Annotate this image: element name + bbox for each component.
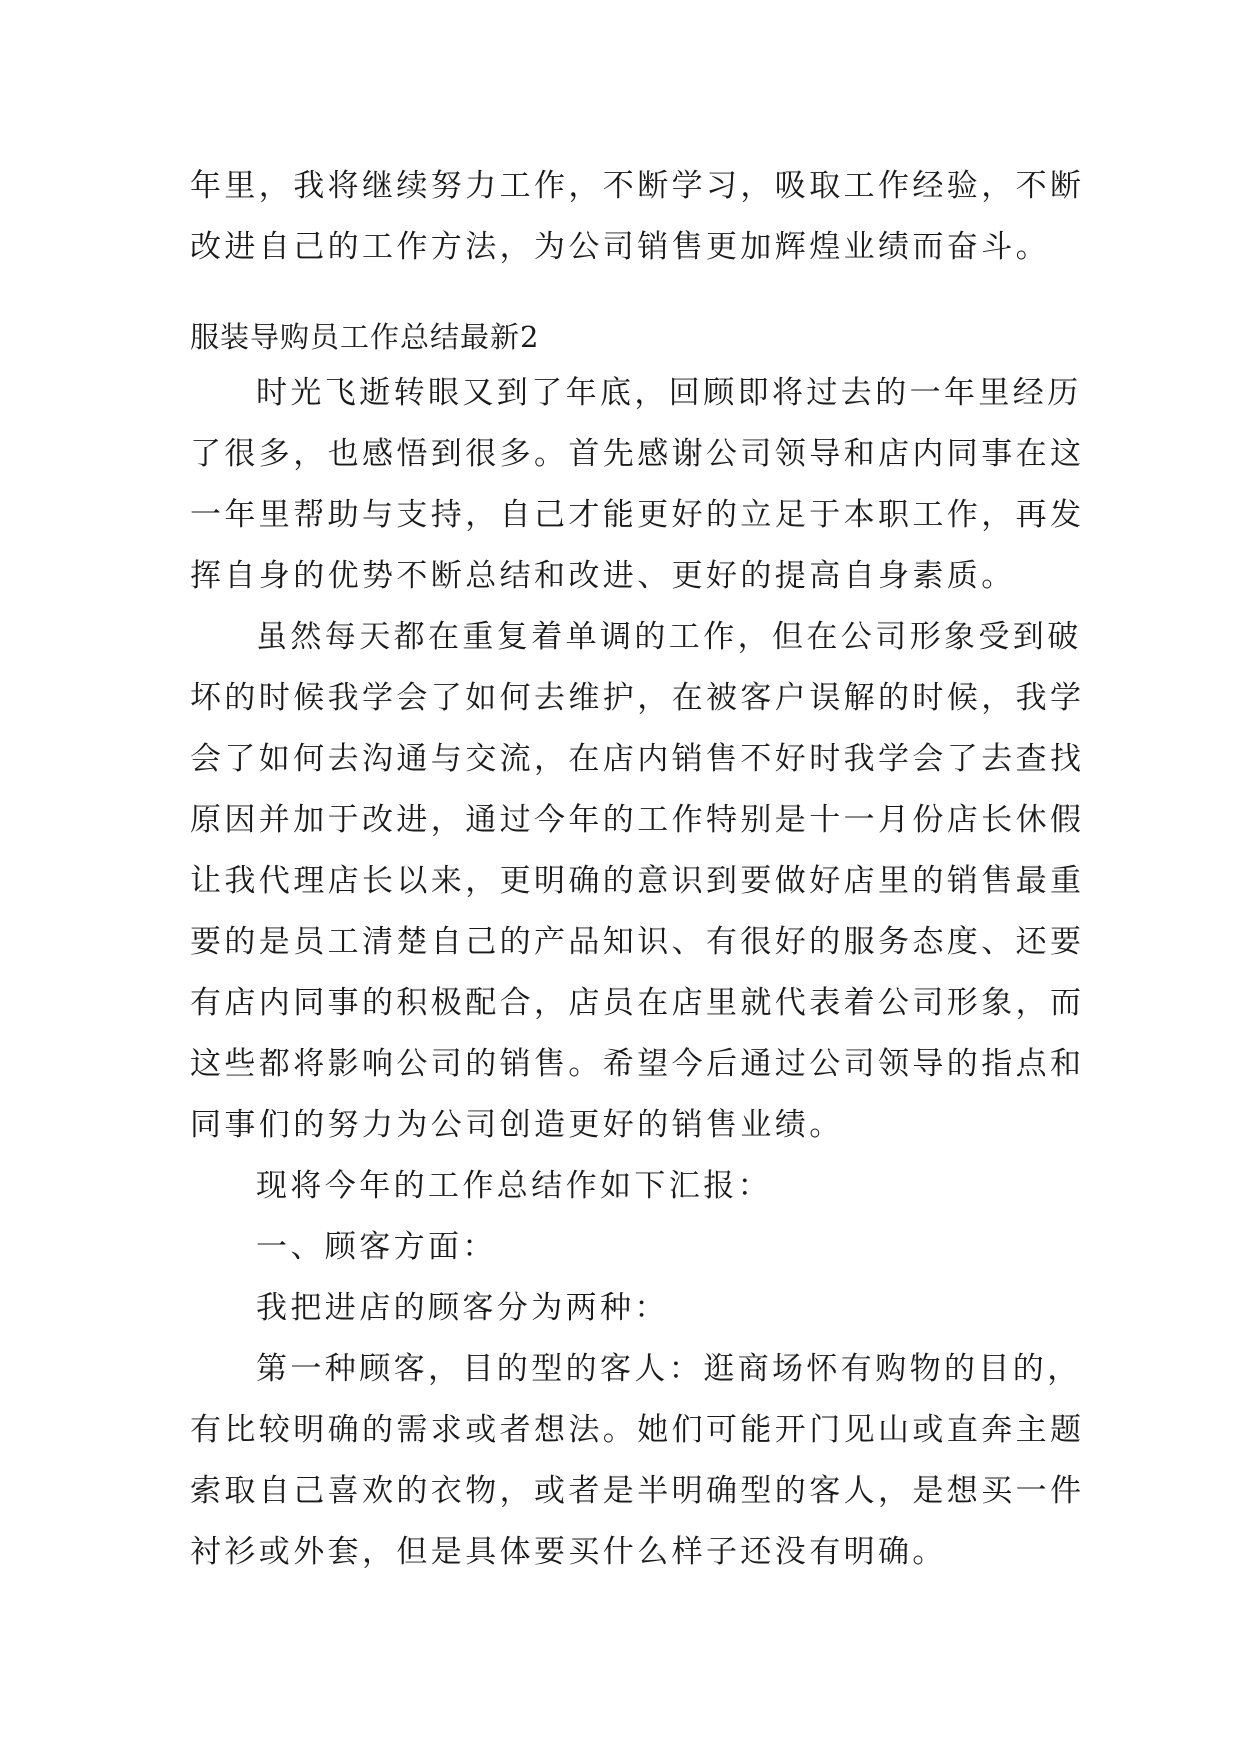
- paragraph2-line-1: 虽然每天都在重复着单调的工作，但在公司形象受到破: [256, 619, 1082, 655]
- section-title: 服装导购员工作总结最新2: [190, 320, 540, 354]
- section-spacer: [190, 278, 1050, 311]
- paragraph2-line-6: 要的是员工清楚自己的产品知识、有很好的服务态度、还要: [190, 924, 1085, 960]
- intro-line-1: 年里，我将继续努力工作，不断学习，吸取工作经验，不断: [190, 168, 1085, 204]
- paragraph2-line-8: 这些都将影响公司的销售。希望今后通过公司领导的指点和: [190, 1046, 1085, 1082]
- paragraph1-line-3: 一年里帮助与支持，自己才能更好的立足于本职工作，再发: [190, 497, 1085, 533]
- paragraph1-line-4: 挥自身的优势不断总结和改进、更好的提高自身素质。: [190, 558, 1016, 594]
- paragraph2-line-2: 坏的时候我学会了如何去维护，在被客户误解的时候，我学: [190, 680, 1085, 716]
- paragraph6-line-4: 衬衫或外套，但是具体要买什么样子还没有明确。: [190, 1534, 947, 1570]
- paragraph2-line-4: 原因并加于改进，通过今年的工作特别是十一月份店长休假: [190, 802, 1085, 838]
- paragraph6-line-1: 第一种顾客，目的型的客人：逛商场怀有购物的目的，: [256, 1351, 1082, 1387]
- paragraph2-line-9: 同事们的努力为公司创造更好的销售业绩。: [190, 1107, 844, 1143]
- paragraph5: 我把进店的顾客分为两种：: [256, 1290, 669, 1326]
- paragraph6-line-3: 索取自己喜欢的衣物，或者是半明确型的客人，是想买一件: [190, 1473, 1085, 1509]
- intro-line-2: 改进自己的工作方法，为公司销售更加辉煌业绩而奋斗。: [190, 229, 1050, 265]
- document-body: [190, 156, 1085, 1583]
- paragraph2-line-3: 会了如何去沟通与交流，在店内销售不好时我学会了去查找: [190, 741, 1085, 777]
- paragraph1-line-1: 时光飞逝转眼又到了年底，回顾即将过去的一年里经历: [256, 375, 1082, 411]
- paragraph6-line-2: 有比较明确的需求或者想法。她们可能开门见山或直奔主题: [190, 1412, 1085, 1448]
- paragraph2-line-7: 有店内同事的积极配合，店员在店里就代表着公司形象，而: [190, 985, 1085, 1021]
- paragraph3: 现将今年的工作总结作如下汇报：: [256, 1168, 772, 1204]
- paragraph1-line-2: 了很多，也感悟到很多。首先感谢公司领导和店内同事在这: [190, 436, 1085, 472]
- paragraph2-line-5: 让我代理店长以来，更明确的意识到要做好店里的销售最重: [190, 863, 1085, 899]
- paragraph4: 一、顾客方面：: [256, 1229, 497, 1265]
